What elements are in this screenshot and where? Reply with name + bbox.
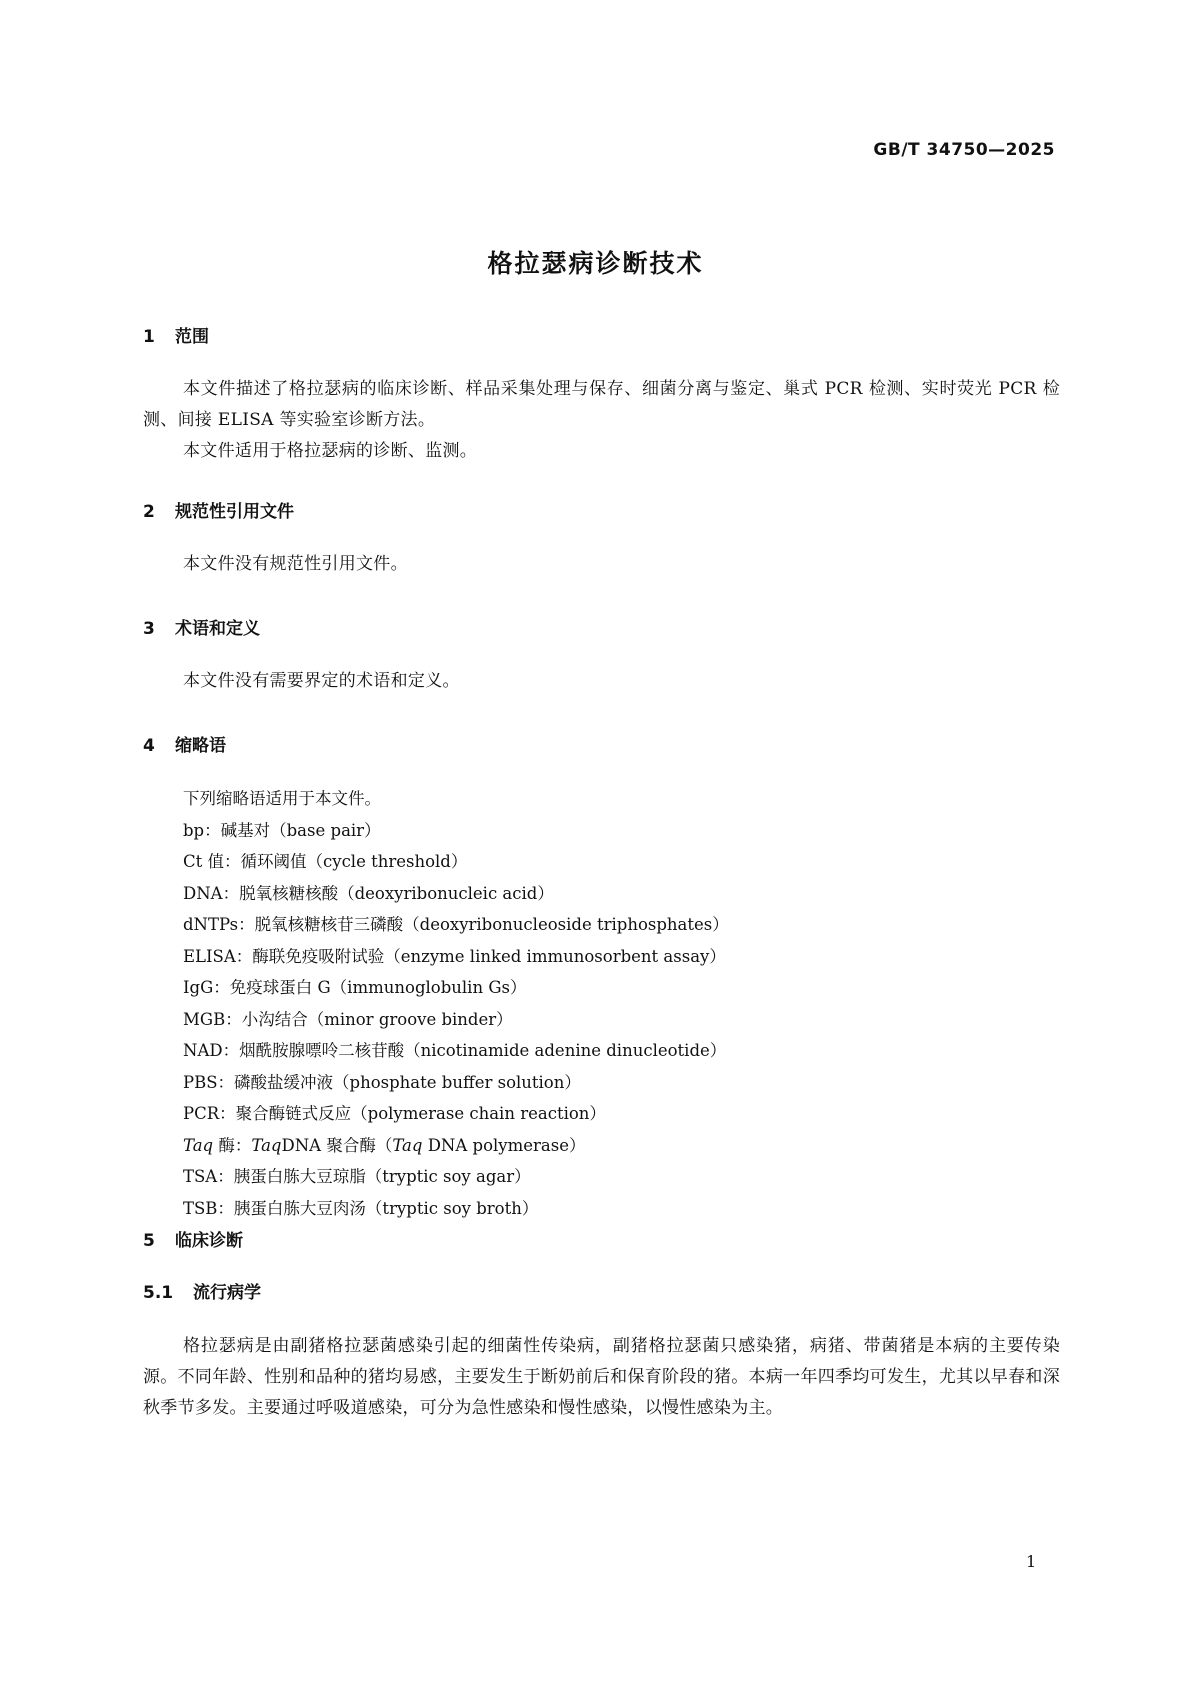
list-item: Ct 值：循环阈值（cycle threshold） (183, 852, 468, 871)
section-5-heading (143, 1226, 243, 1251)
section-title: 缩略语 (175, 736, 226, 756)
page-number: 1 (1026, 1552, 1037, 1571)
list-item: PCR：聚合酶链式反应（polymerase chain reaction） (183, 1104, 606, 1123)
text: 酶： (213, 1135, 252, 1155)
section-1-body (143, 374, 1060, 467)
section-3-body (143, 666, 1060, 697)
text: DNA 聚合酶（ (281, 1135, 393, 1155)
subsection-5-1-body (143, 1331, 1060, 1424)
paragraph: 本文件没有规范性引用文件。 (183, 554, 408, 574)
list-item: DNA：脱氧核糖核酸（deoxyribonucleic acid） (183, 883, 554, 903)
section-number: 4 (143, 736, 155, 756)
text: DNA polymerase） (422, 1135, 586, 1155)
section-number: 3 (143, 619, 155, 639)
italic-term: Taq (251, 1135, 282, 1155)
subsection-number: 5.1 (143, 1283, 174, 1303)
list-item: TSA：胰蛋白胨大豆琼脂（tryptic soy agar） (183, 1167, 531, 1186)
section-title: 临床诊断 (175, 1231, 243, 1251)
list-item: TSB：胰蛋白胨大豆肉汤（tryptic soy broth） (183, 1198, 539, 1218)
section-2-heading (143, 497, 294, 522)
section-title: 术语和定义 (175, 619, 260, 639)
subsection-title: 流行病学 (193, 1283, 261, 1303)
list-item: IgG：免疫球蛋白 G（immunoglobulin Gs） (183, 978, 527, 997)
abbreviation-list (183, 783, 729, 1224)
list-item: ELISA：酶联免疫吸附试验（enzyme linked immunosorbent assay） (183, 946, 726, 966)
section-4-heading (143, 731, 226, 756)
list-item: MGB：小沟结合（minor groove binder） (183, 1009, 513, 1029)
list-item-taq (183, 1130, 729, 1162)
section-number: 2 (143, 502, 155, 522)
section-2-body (143, 549, 1060, 580)
list-item: dNTPs：脱氧核糖核苷三磷酸（deoxyribonucleoside triphosphates） (183, 915, 729, 934)
italic-term: Taq (392, 1135, 423, 1155)
list-intro: 下列缩略语适用于本文件。 (183, 789, 381, 808)
section-3-heading (143, 614, 260, 639)
section-title: 规范性引用文件 (175, 502, 294, 522)
paragraph: 本文件没有需要界定的术语和定义。 (183, 671, 460, 691)
section-title: 范围 (175, 327, 209, 347)
list-item: NAD：烟酰胺腺嘌呤二核苷酸（nicotinamide adenine dinucleotide） (183, 1041, 727, 1060)
section-number: 1 (143, 327, 155, 347)
standard-code: GB/T 34750—2025 (873, 140, 1055, 160)
list-item: PBS：磷酸盐缓冲液（phosphate buffer solution） (183, 1072, 581, 1092)
subsection-5-1-heading (143, 1278, 261, 1303)
paragraph: 格拉瑟病是由副猪格拉瑟菌感染引起的细菌性传染病，副猪格拉瑟菌只感染猪，病猪、带菌猪是本病的主要传染源。不同年龄、性别和品种的猪均易感，主要发生于断奶前后和保育阶段的猪。本病一年四季均可发生，尤其以早春和深秋季节多发。主要通过呼吸道感染，可分为急性感染和慢性感染，以慢性感染为主。 (143, 1336, 1060, 1418)
document-title: 格拉瑟病诊断技术 (487, 249, 704, 278)
list-item: bp：碱基对（base pair） (183, 820, 381, 840)
italic-term: Taq (183, 1135, 214, 1155)
paragraph: 本文件描述了格拉瑟病的临床诊断、样品采集处理与保存、细菌分离与鉴定、巢式 PCR 检测、实时荧光 PCR 检测、间接 ELISA 等实验室诊断方法。 (143, 379, 1060, 430)
section-number: 5 (143, 1231, 155, 1251)
paragraph: 本文件适用于格拉瑟病的诊断、监测。 (183, 441, 478, 461)
section-1-heading (143, 322, 209, 347)
